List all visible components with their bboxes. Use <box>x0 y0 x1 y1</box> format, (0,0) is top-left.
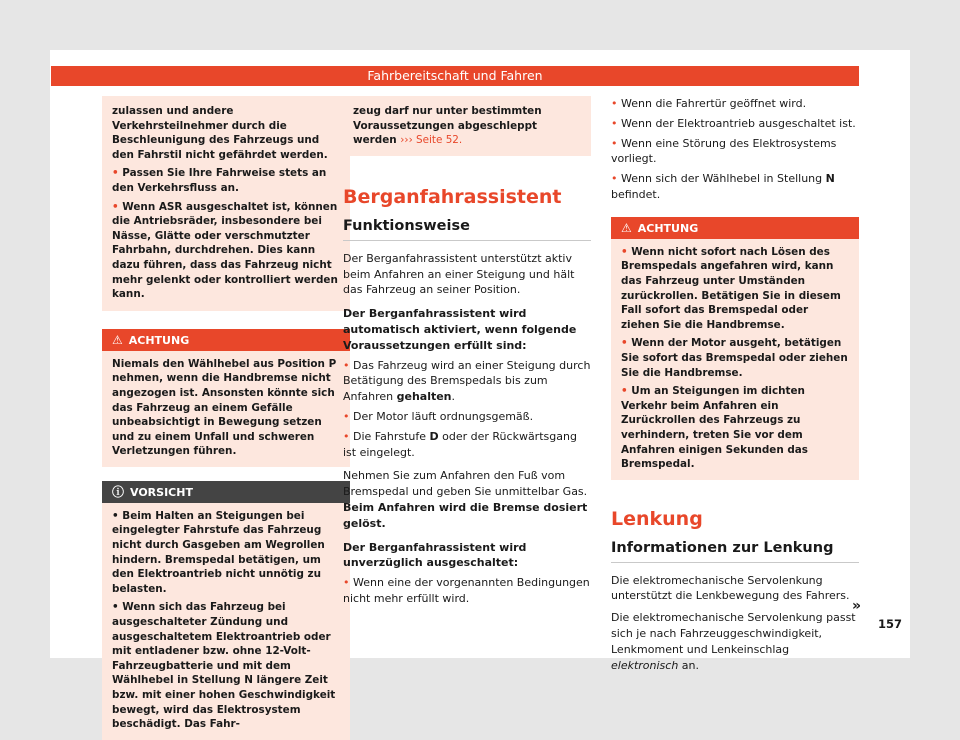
warning-header: ⚠ ACHTUNG <box>102 329 350 351</box>
bullet-icon: • <box>343 409 350 423</box>
list-item: • Wenn eine Störung des Elektrosystems vorliegt. <box>611 136 837 166</box>
bullet-icon: • <box>611 172 618 186</box>
warning-body: • Wenn nicht sofort nach Lösen des Bremspedals angefahren wird, kann das Fahrzeug unter Umständen zurückrollen. Betätigen Sie in diesem Fall sofort das Bremspedal oder ziehen Sie die Handbremse. • Wenn der Motor ausgeht, betätigen Sie sofort das Bremspedal oder ziehen Sie die Handbremse. • Um an Steigungen im dichten Verkehr beim Anfahren ein Zurückrollen des Fahrzeugs zu verhindern, treten Sie vor dem Anfahren einigen Sekunden das Bremspedal. <box>611 239 859 480</box>
bullet-icon: • <box>621 337 628 350</box>
section-title: Berganfahrassistent <box>343 185 562 208</box>
info-box-continued: zulassen und andere Verkehrsteilnehmer durch die Beschleunigung des Fahrzeugs und den Fahrstil nicht gefährdet werden. • Passen Sie Ihre Fahrweise stets an den Verkehrsfluss an. • Wenn ASR ausgeschaltet ist, können die Antriebsräder, insbesondere bei Nässe, Glätte oder verschmutzter Fahrbahn, durchdrehen. Dies kann dazu führen, dass das Fahrzeug nicht mehr gelenkt oder kontrolliert werden kann. <box>102 96 350 311</box>
bullet-icon: • <box>343 358 350 372</box>
bullet-icon: • <box>611 136 618 150</box>
list-item: • Wenn sich der Wählhebel in Stellung N befindet. <box>611 172 835 201</box>
paragraph-bold: Der Berganfahrassistent wird unverzüglich ausgeschaltet: <box>343 540 527 570</box>
paragraph: Nehmen Sie zum Anfahren den Fuß vom Bremspedal und geben Sie unmittelbar Gas. Beim Anfahren wird die Bremse dosiert gelöst. <box>343 469 588 530</box>
subsection-title: Informationen zur Lenkung <box>611 540 859 563</box>
bullet-icon: • <box>621 385 628 398</box>
list-item: • Wenn der Elektroantrieb ausgeschaltet ist. <box>611 116 856 130</box>
paragraph: Der Berganfahrassistent unterstützt aktiv beim Anfahren an einer Steigung und hält das Fahrzeug an seiner Position. <box>343 251 575 297</box>
list-item: • Der Motor läuft ordnungsgemäß. <box>343 409 534 423</box>
bullet-icon: • <box>112 200 119 213</box>
bullet-icon: • <box>611 97 618 110</box>
list-item: • Das Fahrzeug wird an einer Steigung durch Betätigung des Bremspedals bis zum Anfahren gehalten. <box>343 358 591 404</box>
info-box-continued: zeug darf nur unter bestimmten Voraussetzungen abgeschleppt werden ››› Seite 52. <box>343 96 591 156</box>
paragraph: Die elektromechanische Servolenkung passt sich je nach Fahrzeuggeschwindigkeit, Lenkmoment und Lenkeinschlag elektronisch an. <box>611 611 856 672</box>
list-item: • Wenn die Fahrertür geöffnet wird. <box>611 97 807 110</box>
list-item: • Wenn eine der vorgenannten Bedingungen nicht mehr erfüllt wird. <box>343 576 590 605</box>
bullet-icon: • <box>621 245 628 258</box>
caution-header: ⓘ VORSICHT <box>102 481 350 503</box>
column-3 <box>611 96 862 673</box>
info-circle-icon: ⓘ <box>112 484 125 499</box>
page-number: 157 <box>878 617 903 631</box>
bullet-icon: • <box>112 509 119 522</box>
box-intro: zulassen und andere Verkehrsteilnehmer durch die Beschleunigung des Fahrzeugs und den Fahrstil nicht gefährdet werden. <box>112 105 328 161</box>
caution-body: • Beim Halten an Steigungen bei eingelegter Fahrstufe das Fahrzeug nicht durch Gasgeben am Wegrollen hindern. Bremspedal betätigen, um den Elektroantrieb nicht unnötig zu belasten. • Wenn sich das Fahrzeug bei ausgeschalteter Zündung und ausgeschaltetem Elektroantrieb oder mit entladener bzw. ohne 12-Volt-Fahrzeugbatterie und mit dem Wählhebel in Stellung N längere Zeit bzw. mit einer hohen Geschwindigkeit bewegt, wird das Elektrosystem beschädigt. Das Fahr- <box>102 503 350 740</box>
chapter-header: Fahrbereitschaft und Fahren <box>51 66 859 86</box>
bullet-icon: • <box>112 167 119 180</box>
column-2 <box>343 96 591 607</box>
section-title: Lenkung <box>611 507 703 530</box>
bullet-icon: • <box>611 116 618 130</box>
paragraph-bold: Der Berganfahrassistent wird automatisch aktiviert, wenn folgende Voraussetzungen erfüllt sind: <box>343 307 577 352</box>
warning-header: ⚠ ACHTUNG <box>611 217 859 239</box>
list-item: • Die Fahrstufe D oder der Rückwärtsgang ist eingelegt. <box>343 429 577 459</box>
bullet-icon: • <box>343 429 350 443</box>
page-link[interactable]: ››› Seite 52. <box>400 134 463 147</box>
warning-triangle-icon: ⚠ <box>112 332 123 347</box>
warning-body: Niemals den Wählhebel aus Position P nehmen, wenn die Handbremse nicht angezogen ist. Ansonsten könnte sich das Fahrzeug an einem Gefälle unbeabsichtigt in Bewegung setzen und zu einem Unfall und schweren Verletzungen führen. <box>102 351 350 467</box>
subsection-title: Funktionsweise <box>343 218 591 241</box>
warning-triangle-icon: ⚠ <box>621 220 632 235</box>
column-1 <box>102 96 350 740</box>
paragraph: Die elektromechanische Servolenkung unterstützt die Lenkbewegung des Fahrers. <box>611 573 850 603</box>
bullet-icon: • <box>112 601 119 614</box>
bullet-icon: • <box>343 576 350 590</box>
continue-mark: » <box>852 598 862 614</box>
